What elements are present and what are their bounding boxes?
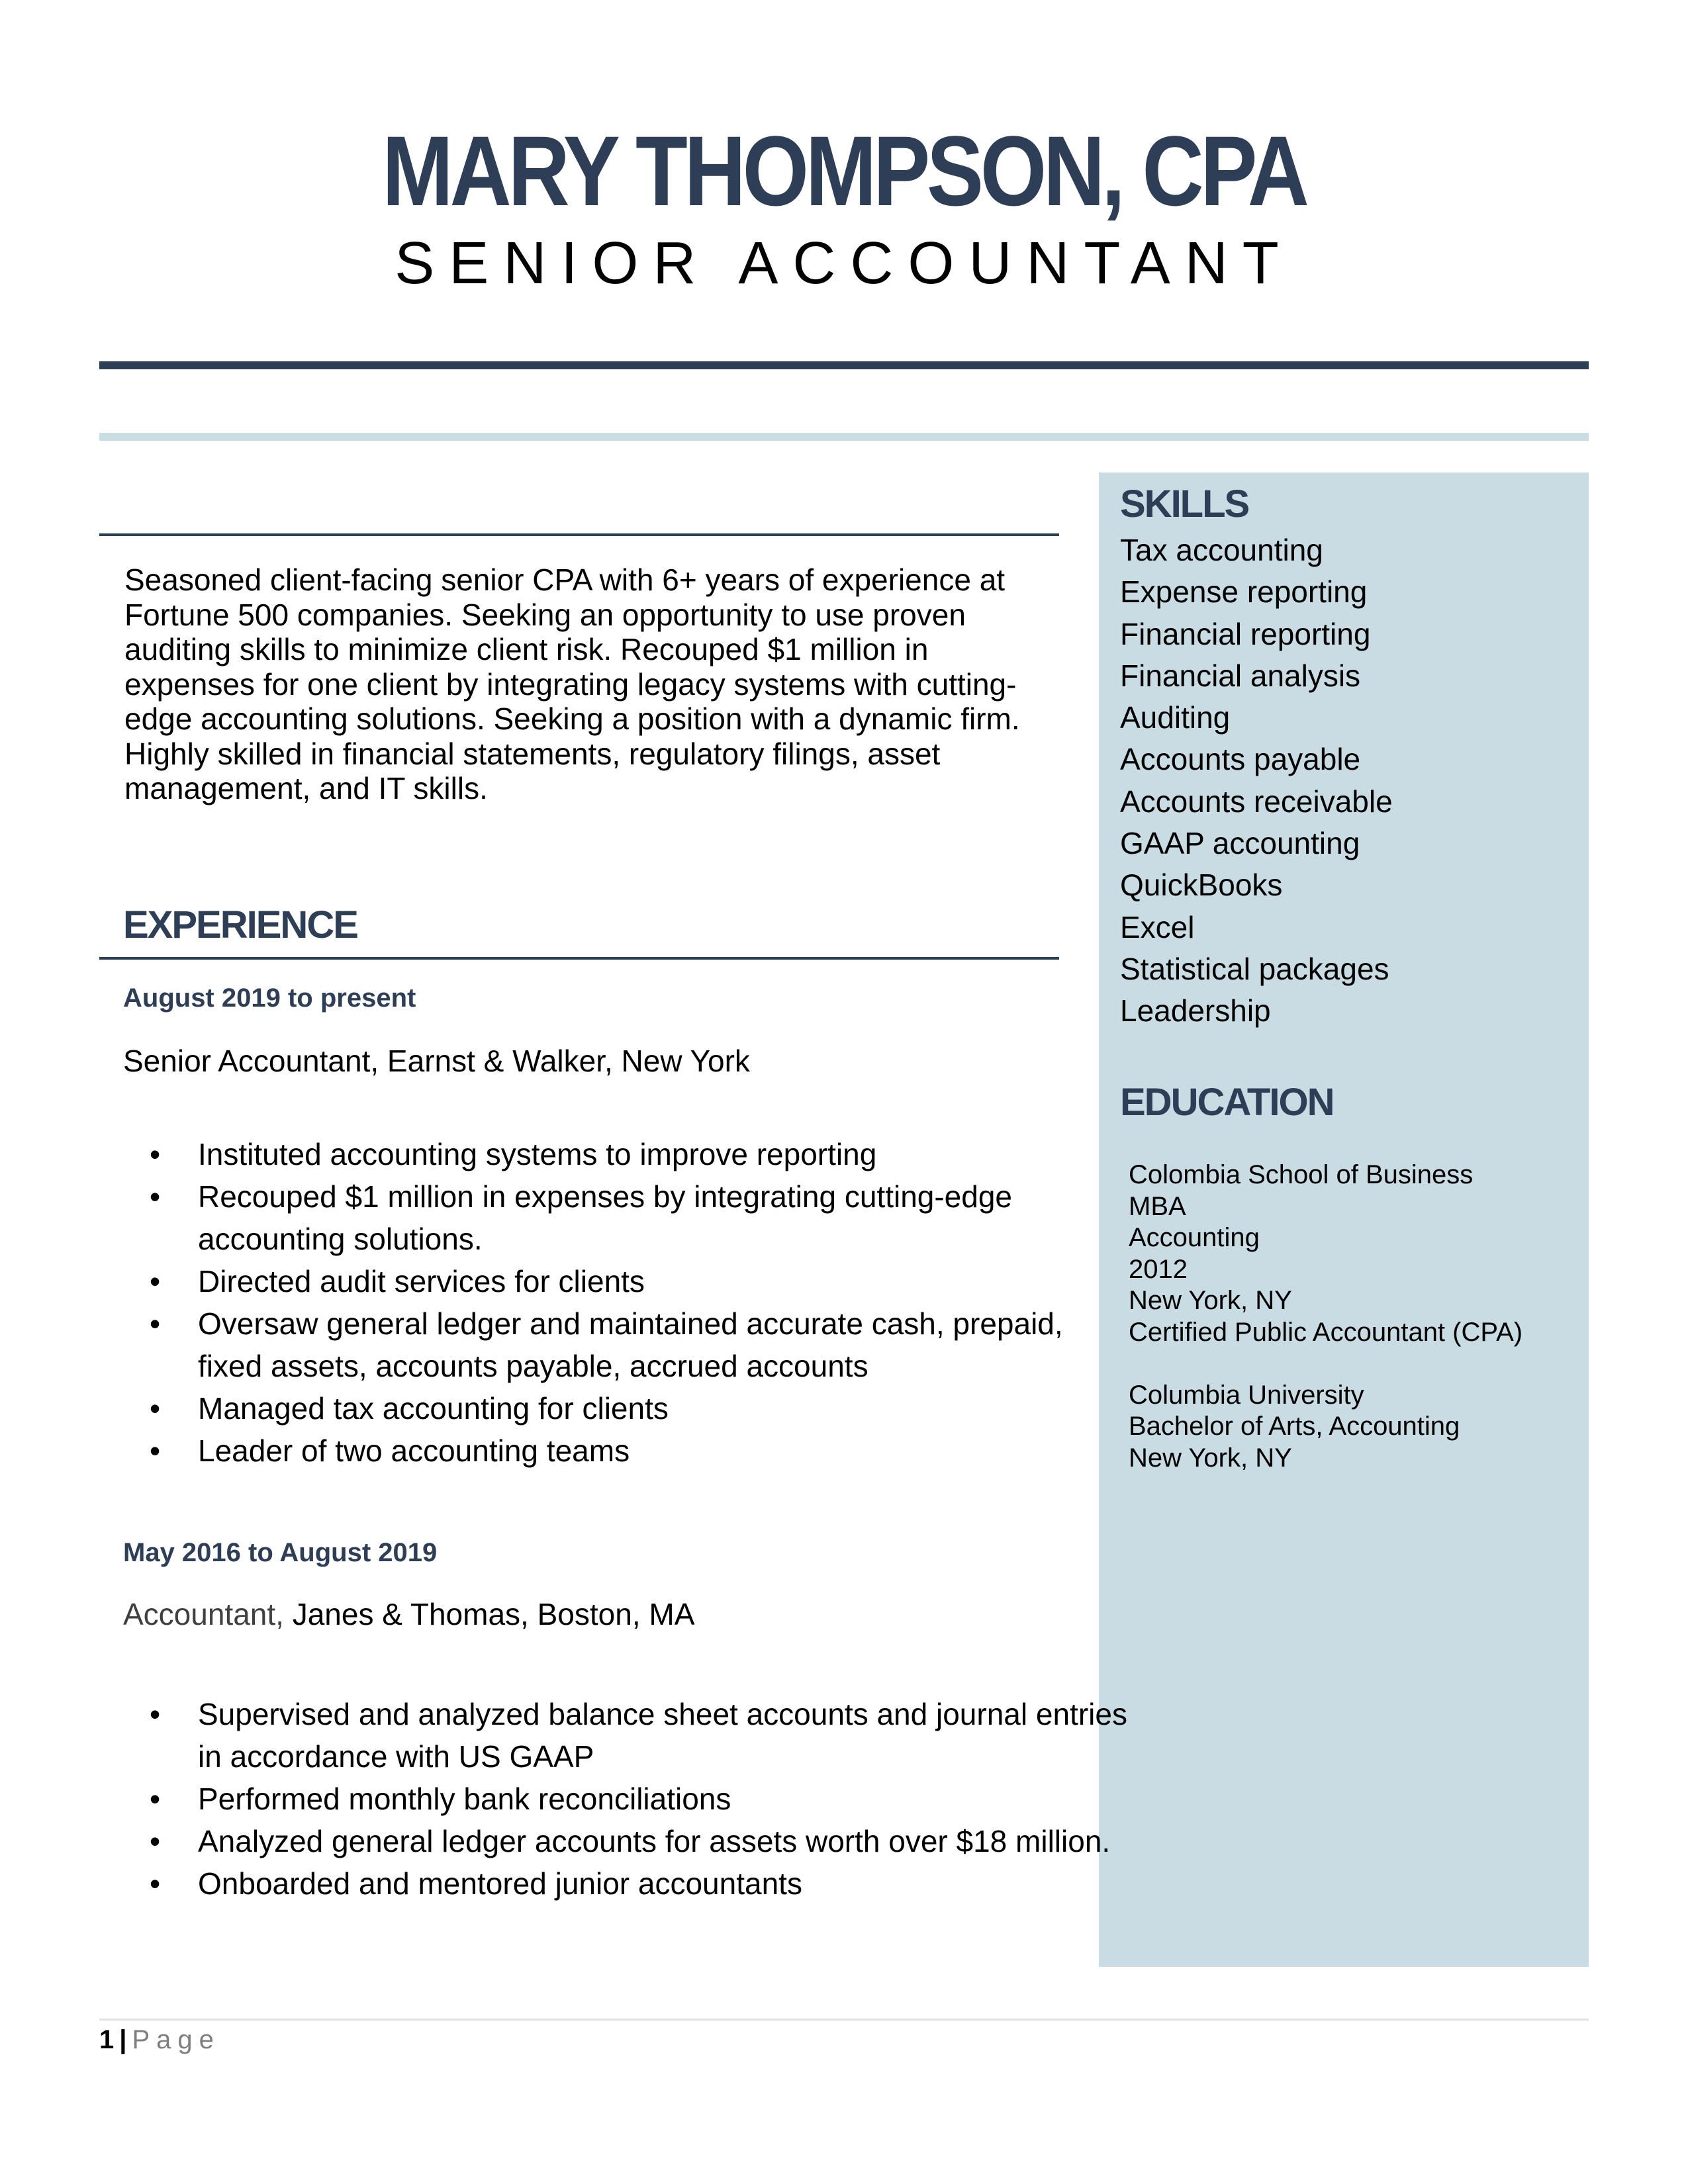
page-footer [99, 2024, 220, 2056]
bullet-item: • Supervised and analyzed balance sheet accounts and journal entries in accordance with US GAAP [123, 1693, 1138, 1778]
skill-item: Financial analysis [1120, 658, 1361, 693]
edu-location: New York, NY [1129, 1443, 1292, 1473]
bullet-item: • Instituted accounting systems to improve reporting [123, 1133, 1158, 1175]
skill-item: Accounts receivable [1120, 784, 1393, 819]
skill-item: Leadership [1120, 993, 1271, 1028]
summary-divider [99, 533, 1059, 536]
education-list [1129, 1160, 1523, 1474]
skill-item: GAAP accounting [1120, 826, 1360, 861]
edu-degree: Bachelor of Arts, Accounting [1129, 1412, 1460, 1441]
skill-item: Expense reporting [1120, 574, 1368, 610]
edu-year: 2012 [1129, 1254, 1188, 1284]
header-divider-light [99, 433, 1589, 441]
skills-list [1120, 529, 1393, 1032]
summary-line: edge accounting solutions. Seeking a position with a dynamic firm. [124, 702, 1020, 736]
edu-degree: MBA [1129, 1191, 1186, 1221]
experience-heading: EXPERIENCE [123, 903, 357, 946]
bullet-item: • Directed audit services for clients [123, 1260, 1158, 1302]
bullet-item: • Onboarded and mentored junior accountants [123, 1862, 1158, 1905]
bullet-item: • Recouped $1 million in expenses by integrating cutting-edge accounting solutions. [123, 1175, 1078, 1260]
edu-certification: Certified Public Accountant (CPA) [1129, 1317, 1523, 1347]
footer-separator: | [119, 2025, 127, 2054]
education-heading: EDUCATION [1120, 1081, 1334, 1124]
page-label: Page [132, 2025, 220, 2054]
skill-item: Excel [1120, 909, 1195, 944]
summary-line: Seasoned client-facing senior CPA with 6+ years of experience at [124, 563, 1006, 597]
professional-summary [124, 563, 1051, 806]
candidate-name: MARY THOMPSON, CPA [382, 115, 1306, 226]
summary-line: management, and IT skills. [124, 771, 488, 805]
job-role [123, 1596, 694, 1632]
job-dates: May 2016 to August 2019 [123, 1538, 438, 1567]
job-role-title: Accountant, [123, 1597, 284, 1631]
skill-item: Financial reporting [1120, 616, 1371, 651]
job-title: SENIOR ACCOUNTANT [395, 230, 1293, 296]
job-role: Senior Accountant, Earnst & Walker, New York [123, 1044, 750, 1078]
skill-item: QuickBooks [1120, 868, 1283, 903]
job-bullets [123, 1133, 1158, 1472]
footer-divider [99, 2019, 1589, 2021]
skills-heading: SKILLS [1120, 482, 1249, 525]
skill-item: Auditing [1120, 700, 1231, 735]
bullet-item: • Leader of two accounting teams [123, 1430, 1158, 1472]
edu-location: New York, NY [1129, 1286, 1292, 1315]
experience-divider [99, 957, 1059, 960]
bullet-item: • Analyzed general ledger accounts for assets worth over $18 million. [123, 1820, 1111, 1862]
job-dates: August 2019 to present [123, 983, 416, 1013]
summary-line: expenses for one client by integrating legacy systems with cutting- [124, 666, 1017, 702]
edu-school: Columbia University [1129, 1380, 1364, 1410]
job-bullets [123, 1693, 1158, 1905]
job-role-company: Janes & Thomas, Boston, MA [283, 1597, 695, 1631]
bullet-item: • Performed monthly bank reconciliations [123, 1778, 1158, 1820]
summary-line: Fortune 500 companies. Seeking an opportunity to use proven [124, 597, 966, 632]
skill-item: Accounts payable [1120, 742, 1361, 777]
skill-item: Statistical packages [1120, 951, 1389, 986]
page-number: 1 [99, 2025, 115, 2054]
edu-school: Colombia School of Business [1129, 1160, 1474, 1189]
bullet-item: • Managed tax accounting for clients [123, 1387, 1158, 1430]
bullet-item: • Oversaw general ledger and maintained accurate cash, prepaid, fixed assets, accounts payable, accrued accounts [123, 1302, 1111, 1387]
header-divider-dark [99, 361, 1589, 369]
skill-item: Tax accounting [1120, 533, 1323, 567]
edu-spacer [1129, 1348, 1523, 1380]
summary-line: auditing skills to minimize client risk. Recouped $1 million in [124, 632, 929, 666]
summary-line: Highly skilled in financial statements, regulatory filings, asset [124, 736, 941, 771]
edu-field: Accounting [1129, 1223, 1260, 1252]
